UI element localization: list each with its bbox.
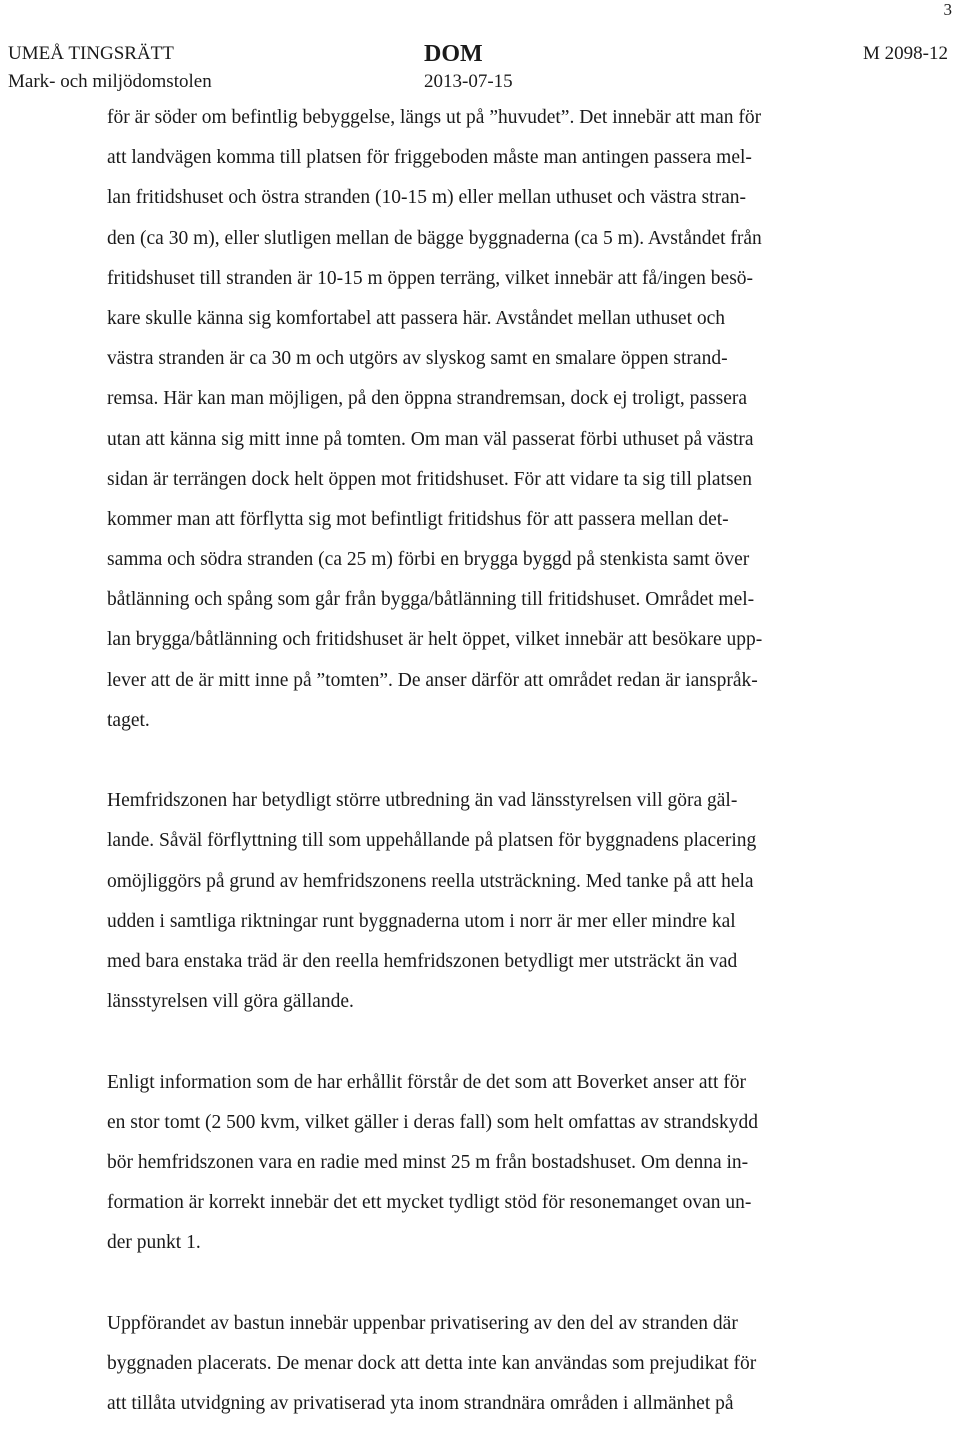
header-right — [863, 40, 948, 68]
text-line: den (ca 30 m), eller slutligen mellan de bägge byggnaderna (ca 5 m). Avståndet från — [107, 227, 762, 249]
text-line: för är söder om befintlig bebyggelse, längs ut på ”huvudet”. Det innebär att man för — [107, 107, 762, 128]
text-line: utan att känna sig mitt inne på tomten. Om man väl passerat förbi uthuset på västra — [107, 428, 754, 450]
text-line: bör hemfridszonen vara en radie med minst 25 m från bostadshuset. Om denna in- — [107, 1151, 749, 1173]
text-line: att landvägen komma till platsen för friggeboden måste man antingen passera mel- — [107, 147, 752, 169]
text-line: lan brygga/båtlänning och fritidshuset är helt öppet, vilket innebär att besökare upp- — [107, 629, 763, 651]
text-line: med bara enstaka träd är den reella hemfridszonen betydligt mer utsträckt än vad — [107, 950, 738, 972]
text-line: omöjliggörs på grund av hemfridszonens reella utsträckning. Med tanke på att hela — [107, 870, 754, 892]
text-line: Uppförandet av bastun innebär uppenbar privatisering av den del av stranden där — [107, 1312, 738, 1334]
text-line: taget. — [107, 709, 150, 731]
text-line: kare skulle känna sig komfortabel att passera här. Avståndet mellan uthuset och — [107, 307, 726, 329]
text-line: udden i samtliga riktningar runt byggnaderna utom i norr är mer eller mindre kal — [107, 910, 736, 932]
court-name: UMEÅ TINGSRÄTT — [8, 43, 174, 64]
text-line: Enligt information som de har erhållit förstår de det som att Boverket anser att för — [107, 1071, 746, 1093]
text-line: samma och södra stranden (ca 25 m) förbi en brygga byggd på stenkista samt över — [107, 549, 750, 571]
paragraph — [107, 1063, 907, 1264]
document-body — [107, 98, 907, 1424]
court-division: Mark- och miljödomstolen — [8, 71, 212, 92]
text-line: formation är korrekt innebär det ett mycket tydligt stöd för resonemanget ovan un- — [107, 1192, 752, 1214]
text-line: båtlänning och spång som går från bygga/båtlänning till fritidshuset. Området mel- — [107, 589, 755, 611]
text-line: remsa. Här kan man möjligen, på den öppna strandremsan, dock ej troligt, passera — [107, 388, 748, 410]
text-line: att tillåta utvidgning av privatiserad yta inom strandnära områden i allmänhet på — [107, 1393, 734, 1414]
paragraph — [107, 98, 907, 741]
text-line: byggnaden placerats. De menar dock att detta inte kan användas som prejudikat för — [107, 1352, 757, 1374]
paragraph — [107, 1304, 907, 1425]
text-line: lande. Såväl förflyttning till som uppehållande på platsen för byggnadens placering — [107, 830, 757, 852]
document-date: 2013-07-15 — [424, 71, 513, 92]
text-line: länsstyrelsen vill göra gällande. — [107, 991, 354, 1013]
header-left — [8, 40, 212, 96]
text-line: sidan är terrängen dock helt öppen mot fritidshuset. För att vidare ta sig till platsen — [107, 468, 752, 490]
document-type: DOM — [424, 41, 483, 67]
page-number: 3 — [943, 0, 952, 19]
paragraph — [107, 781, 907, 1022]
text-line: lan fritidshuset och östra stranden (10-15 m) eller mellan uthuset och västra stran- — [107, 187, 746, 209]
case-number: M 2098-12 — [863, 43, 948, 64]
text-line: Hemfridszonen har betydligt större utbredning än vad länsstyrelsen vill göra gäl- — [107, 790, 738, 812]
text-line: kommer man att förflytta sig mot befintligt fritidshus för att passera mellan det- — [107, 508, 729, 530]
document-header — [0, 40, 960, 100]
text-line: lever att de är mitt inne på ”tomten”. De anser därför att området redan är ianspråk- — [107, 669, 758, 691]
text-line: fritidshuset till stranden är 10-15 m öppen terräng, vilket innebär att få/ingen besö- — [107, 267, 754, 289]
header-center — [424, 40, 513, 96]
text-line: västra stranden är ca 30 m och utgörs av slyskog samt en smalare öppen strand- — [107, 348, 728, 370]
text-line: en stor tomt (2 500 kvm, vilket gäller i deras fall) som helt omfattas av strandskydd — [107, 1111, 758, 1133]
text-line: der punkt 1. — [107, 1232, 201, 1254]
